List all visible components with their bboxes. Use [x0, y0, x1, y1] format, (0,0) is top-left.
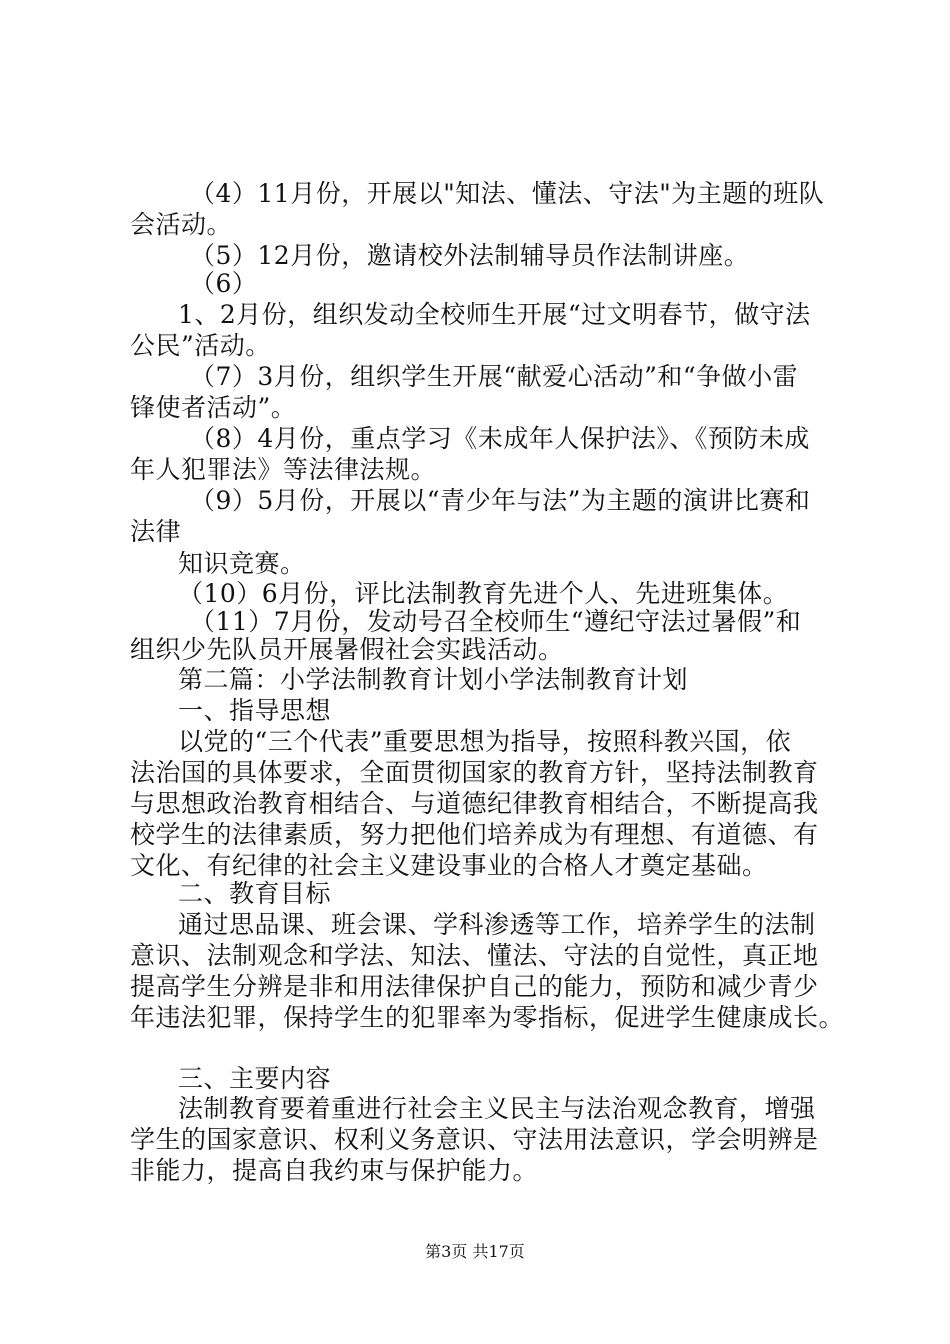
text-line: 通过思品课、班会课、学科渗透等工作，培养学生的法制 — [178, 910, 816, 939]
text-line: 以党的“三个代表”重要思想为指导，按照科教兴国，依 — [178, 727, 792, 756]
text-line: 学生的国家意识、权利义务意识、守法用法意识，学会明辨是 — [130, 1125, 819, 1154]
text-line: 与思想政治教育相结合、与道德纪律教育相结合，不断提高我 — [130, 789, 819, 818]
text-line: （5）12月份，邀请校外法制辅导员作法制讲座。 — [190, 241, 750, 270]
text-line: 组织少先队员开展暑假社会实践活动。 — [130, 635, 564, 664]
text-line: 非能力，提高自我约束与保护能力。 — [130, 1156, 539, 1185]
text-line: 法律 — [130, 517, 182, 546]
page-footer: 第3页 共17页 — [425, 1242, 525, 1261]
text-line: 提高学生分辨是非和用法律保护自己的能力，预防和减少青少 — [130, 972, 819, 1001]
section-heading: 一、指导思想 — [178, 696, 332, 725]
text-line: （7）3月份，组织学生开展“献爱心活动”和“争做小雷 — [190, 362, 799, 391]
text-line: （10）6月份，评比法制教育先进个人、先进班集体。 — [178, 579, 789, 608]
text-line: （8）4月份，重点学习《未成年人保护法》、《预防未成 — [190, 424, 810, 453]
section-heading: 三、主要内容 — [178, 1064, 332, 1093]
text-line: 1、2月份，组织发动全校师生开展“过文明春节，做守法 — [178, 300, 811, 329]
text-line: 锋使者活动”。 — [130, 393, 297, 422]
section-heading: 二、教育目标 — [178, 879, 332, 908]
text-line: （9）5月份，开展以“青少年与法”为主题的演讲比赛和 — [190, 486, 811, 515]
text-line: （4）11月份，开展以"知法、懂法、守法"为主题的班队 — [190, 179, 825, 208]
text-line: （11）7月份，发动号召全校师生“遵纪守法过暑假”和 — [190, 607, 802, 636]
section-heading: 第二篇：小学法制教育计划小学法制教育计划 — [178, 665, 689, 694]
text-line: 年违法犯罪，保持学生的犯罪率为零指标，促进学生健康成长。 — [130, 1003, 845, 1032]
text-line: 法制教育要着重进行社会主义民主与法治观念教育，增强 — [178, 1094, 816, 1123]
text-line: 文化、有纪律的社会主义建设事业的合格人才奠定基础。 — [130, 851, 768, 880]
text-line: 会活动。 — [130, 210, 233, 239]
text-line: 校学生的法律素质，努力把他们培养成为有理想、有道德、有 — [130, 820, 819, 849]
text-line: 意识、法制观念和学法、知法、懂法、守法的自觉性，真正地 — [130, 941, 819, 970]
text-line: 知识竞赛。 — [178, 549, 306, 578]
text-line: （6） — [190, 269, 258, 298]
text-line: 法治国的具体要求，全面贯彻国家的教育方针，坚持法制教育 — [130, 758, 819, 787]
text-line: 年人犯罪法》等法律法规。 — [130, 455, 437, 484]
text-line: 公民”活动。 — [130, 331, 271, 360]
